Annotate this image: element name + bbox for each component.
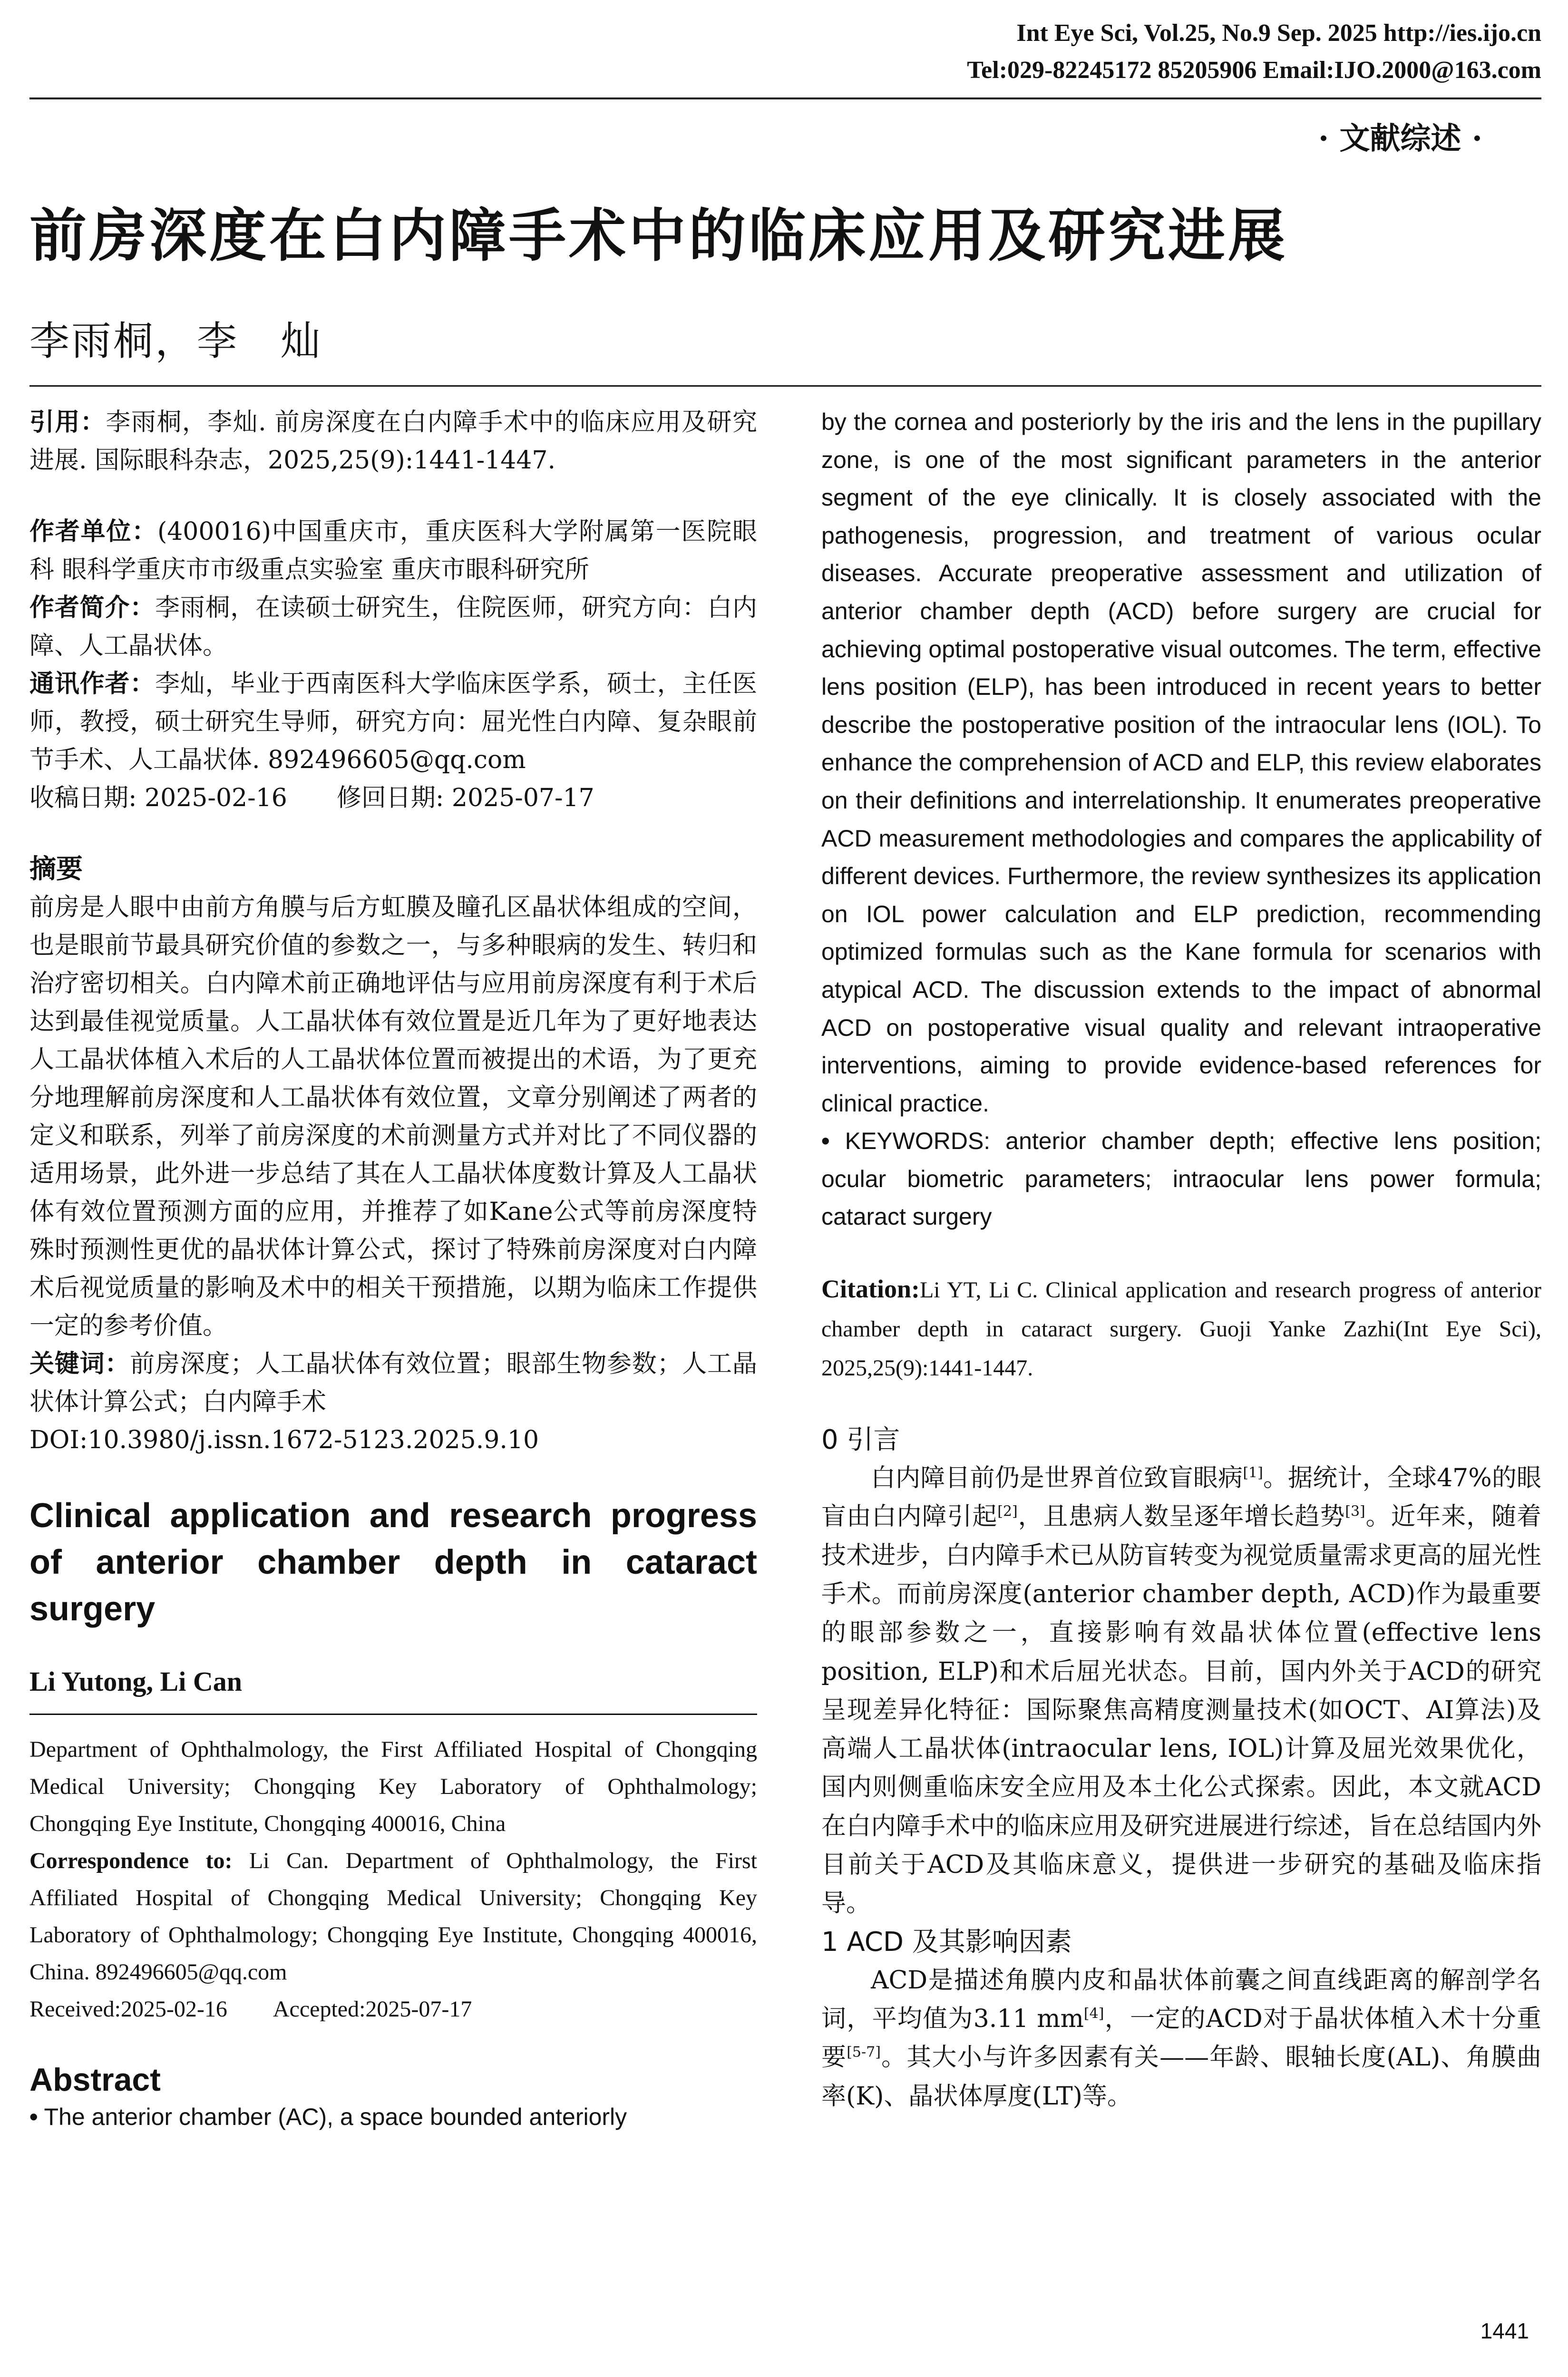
author-intro: 作者简介：李雨桐，在读硕士研究生，住院医师，研究方向：白内障、人工晶状体。 [29,594,757,660]
corresponding-author: 通讯作者：李灿，毕业于西南医科大学临床医学系，硕士，主任医师，教授，硕士研究生导师，研究方向：屈光性白内障、复杂眼前节手术、人工晶状体. 892496605@qq.com [29,670,757,774]
journal-contact: Tel:029-82245172 85205906 Email:IJO.2000@163.com [967,57,1541,84]
abstract-heading-en: Abstract [29,2062,161,2098]
bullet-icon: • [821,1128,830,1155]
abstract-en-continued: by the cornea and posteriorly by the iris and the lens in the pupillary zone, is one of the most significant parameters in the anterior segment of the eye clinically. It is closely associated with the pathogenesis, progression, and treatment of various ocular diseases. Accurate preoperative assessment and utilization of anterior chamber depth (ACD) before surgery are crucial for achieving optimal postoperative visual outcomes. The term, effective lens position (ELP), has been introduced in recent years to better describe the postoperative position of the intraocular lens (IOL). To enhance the comprehension of ACD and ELP, this review elaborates on their definitions and interrelationship. It enumerates preoperative ACD measurement methodologies and compares the applicability of different devices. Furthermore, the review synthesizes its application on IOL power calculation and ELP prediction, recommending optimized formulas such as the Kane formula for scenarios with atypical ACD. The discussion extends to the impact of abnormal ACD on postoperative visual quality and relevant intraoperative interventions, aiming to provide evidence-based references for clinical practice. [821,409,1541,1117]
abstract-cn: 前房是人眼中由前方角膜与后方虹膜及瞳孔区晶状体组成的空间，也是眼前节最具研究价值的参数之一，与多种眼病的发生、转归和治疗密切相关。白内障术前正确地评估与应用前房深度有利于术后达到最佳视觉质量。人工晶状体有效位置是近几年为了更好地表达人工晶状体植入术后的人工晶状体位置而被提出的术语，为了更充分地理解前房深度和人工晶状体有效位置，文章分别阐述了两者的定义和联系，列举了前房深度的术前测量方式并对比了不同仪器的适用场景，此外进一步总结了其在人工晶状体度数计算及人工晶状体有效位置预测方面的应用，并推荐了如Kane公式等前房深度特殊时预测性更优的晶状体计算公式，探讨了特殊前房深度对白内障术后视觉质量的影响及术中的相关干预措施，以期为临床工作提供一定的参考价值。 [29,893,757,1340]
page-number: 1441 [1480,2319,1529,2343]
doi: DOI:10.3980/j.issn.1672-5123.2025.9.10 [29,1426,539,1454]
left-column [29,403,757,2136]
abstract-heading-cn: 摘要 [29,854,83,885]
dates-cn: 收稿日期: 2025-02-16 修回日期: 2025-07-17 [29,784,594,812]
keywords-cn: 关键词：前房深度；人工晶状体有效位置；眼部生物参数；人工晶状体计算公式；白内障手术 [29,1350,757,1416]
journal-header: Int Eye Sci, Vol.25, No.9 Sep. 2025 http://ies.ijo.cn [1016,19,1541,47]
section-label: · 文献综述 · [1318,121,1482,156]
affiliation-en: Department of Ophthalmology, the First Affiliated Hospital of Chongqing Medical University; Chongqing Key Laboratory of Ophthalmology; Chongqing Eye Institute, Chongqing 400016, China [29,1737,757,1836]
author-unit: 作者单位：(400016)中国重庆市，重庆医科大学附属第一医院眼科 眼科学重庆市市级重点实验室 重庆市眼科研究所 [29,517,757,584]
dates-en: Received:2025-02-16 Accepted:2025-07-17 [29,1997,472,2022]
section-heading-acd: 1 ACD 及其影响因素 [821,1926,1072,1958]
right-column [821,403,1541,2116]
authors-en: Li Yutong, Li Can [29,1666,242,1697]
article-title-en: Clinical application and research progress of anterior chamber depth in cataract surgery [29,1497,757,1628]
article-title-cn: 前房深度在白内障手术中的临床应用及研究进展 [29,203,1288,269]
intro-paragraph: 白内障目前仍是世界首位致盲眼病[1]。据统计，全球47%的眼盲由白内障引起[2]，且患病人数呈逐年增长趋势[3]。近年来，随着技术进步，白内障手术已从防盲转变为视觉质量需求更高的屈光性手术。而前房深度(anterior chamber depth, ACD)作为最重要的眼部参数之一，直接影响有效晶状体位置(effective lens position, ELP)和术后屈光状态。目前，国内外关于ACD的研究呈现差异化特征：国际聚焦高精度测量技术(如OCT、AI算法)及高端人工晶状体(intraocular lens, IOL)计算及屈光效果优化，国内则侧重临床安全应用及本土化公式探索。因此，本文就ACD在白内障手术中的临床应用及研究进展进行综述，旨在总结国内外目前关于ACD及其临床意义，提供进一步研究的基础及临床指导。 [821,1464,1541,1918]
bullet-icon: • [29,2104,38,2130]
citation-cn: 引用：李雨桐，李灿. 前房深度在白内障手术中的临床应用及研究进展. 国际眼科杂志，2025,25(9):1441-1447. [29,408,757,475]
title-rule [29,385,1541,387]
correspondence-en: Correspondence to: Li Can. Department of Ophthalmology, the First Affiliated Hospital of Chongqing Medical University; Chongqing Key Laboratory of Ophthalmology; Chongqing Eye Institute, Chongqing 400016, China. 892496605@qq.com [29,1848,757,1985]
header-rule [29,97,1541,99]
authors-cn: 李雨桐，李 灿 [29,318,323,364]
abstract-en-start: • The anterior chamber (AC), a space bounded anteriorly [29,2104,627,2130]
section-heading-intro: 0 引言 [821,1424,900,1456]
keywords-en: • KEYWORDS: anterior chamber depth; effective lens position; ocular biometric parameters; intraocular lens power formula; cataract surgery [821,1128,1541,1230]
acd-paragraph: ACD是描述角膜内皮和晶状体前囊之间直线距离的解剖学名词，平均值为3.11 mm[4]，一定的ACD对于晶状体植入术十分重要[5-7]。其大小与许多因素有关——年龄、眼轴长度(AL)、角膜曲率(K)、晶状体厚度(LT)等。 [821,1966,1541,2111]
citation-en: Citation:Li YT, Li C. Clinical application and research progress of anterior chamber depth in cataract surgery. Guoji Yanke Zazhi(Int Eye Sci), 2025,25(9):1441-1447. [821,1275,1541,1381]
